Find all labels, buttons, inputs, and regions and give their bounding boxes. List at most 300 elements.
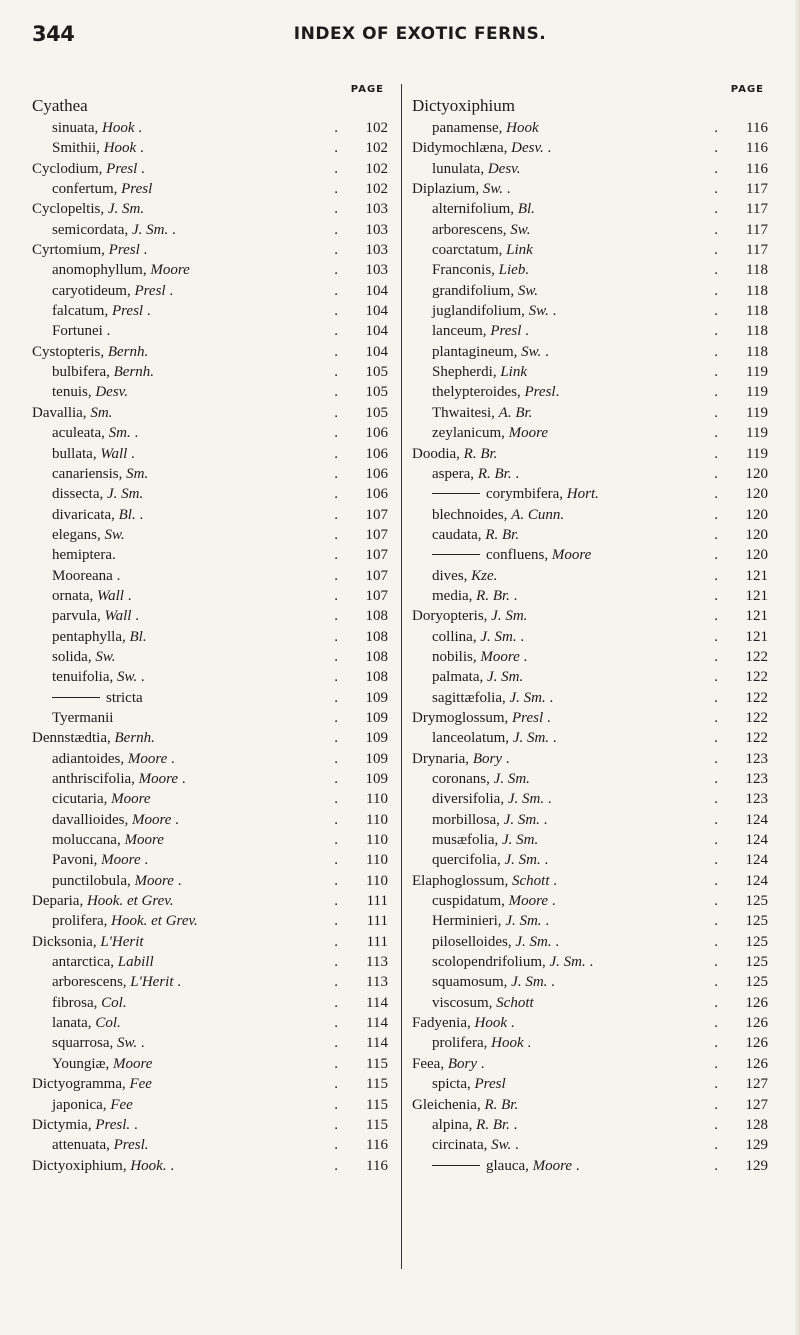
- entry-authority: Presl: [106, 160, 138, 177]
- index-entry: [32, 423, 394, 443]
- entry-authority: Wall: [104, 608, 132, 625]
- index-entry: [412, 606, 774, 626]
- leader-dots: .: [334, 872, 340, 889]
- entry-page-number: 118: [746, 262, 768, 279]
- index-entry: [32, 159, 394, 179]
- entry-authority: Wall: [100, 445, 128, 462]
- leader-dots: .: [334, 608, 340, 625]
- entry-separator: .: [547, 974, 555, 991]
- leader-dots: .: [714, 852, 720, 869]
- leader-dots: .: [334, 242, 340, 259]
- leader-dots: .: [334, 648, 340, 665]
- entry-page-number: 127: [745, 1076, 768, 1093]
- entry-name: [432, 728, 557, 748]
- leader-dots: .: [334, 1015, 340, 1032]
- entry-page-number: 106: [365, 425, 388, 442]
- leader-dots: .: [714, 1096, 720, 1113]
- entry-separator: .: [178, 771, 186, 787]
- entry-label: Cyclodium,: [32, 160, 107, 177]
- entry-page-number: 119: [746, 445, 768, 462]
- entry-authority: Hook. et Grev.: [86, 893, 174, 910]
- leader-dots: .: [334, 262, 340, 279]
- entry-authority: Bernh.: [114, 730, 155, 747]
- index-entry: [32, 972, 394, 992]
- leader-dots: .: [334, 730, 340, 747]
- index-entry: [412, 281, 774, 301]
- entry-page-number: 119: [746, 384, 768, 401]
- entry-label: falcatum,: [52, 303, 112, 320]
- entry-label: Shepherdi,: [432, 364, 501, 381]
- index-entry: [32, 525, 394, 545]
- entry-separator: .: [135, 506, 144, 523]
- entry-page-number: 110: [366, 791, 388, 808]
- entry-separator: .: [540, 852, 549, 869]
- entry-page-number: 116: [746, 160, 768, 177]
- entry-page-number: 111: [366, 913, 388, 930]
- entry-separator: .: [511, 1137, 519, 1154]
- entry-authority: J. Sm.: [486, 669, 524, 686]
- leader-dots: .: [714, 160, 720, 177]
- leader-dots: .: [714, 913, 720, 930]
- leader-dots: .: [714, 669, 720, 686]
- entry-separator: .: [130, 1116, 138, 1133]
- entry-name: [432, 362, 527, 382]
- entry-page-number: 122: [745, 730, 768, 747]
- index-entry: [32, 1054, 394, 1074]
- entry-name: [432, 932, 559, 952]
- entry-separator: .: [509, 1116, 518, 1133]
- entry-name: [32, 403, 112, 423]
- entry-label: quercifolia,: [432, 852, 505, 869]
- leader-dots: .: [714, 486, 720, 503]
- leader-dots: .: [714, 425, 720, 442]
- entry-name: [52, 667, 145, 687]
- leader-dots: .: [714, 1076, 720, 1093]
- entry-name: [52, 301, 151, 321]
- entry-authority: Bl.: [517, 201, 535, 218]
- entry-label: prolifera,: [52, 913, 112, 930]
- entry-authority: J. Sm.: [507, 791, 545, 808]
- entry-separator: .: [102, 323, 111, 340]
- index-entry: [32, 911, 394, 931]
- entry-name: [52, 545, 116, 565]
- index-entry: [412, 220, 774, 240]
- entry-name: [432, 647, 527, 667]
- entry-authority: Sm.: [90, 404, 113, 421]
- index-entry: [412, 871, 774, 891]
- entry-separator: .: [477, 1055, 485, 1072]
- entry-label: blechnoides,: [432, 506, 512, 523]
- entry-page-number: 120: [745, 506, 768, 523]
- entry-label: alternifolium,: [432, 201, 518, 218]
- entry-page-number: 108: [365, 648, 388, 665]
- entry-label: confluens,: [486, 547, 552, 564]
- entry-name: [412, 606, 527, 626]
- index-entry: [32, 728, 394, 748]
- entry-page-number: 117: [746, 221, 768, 238]
- entry-separator: .: [501, 750, 510, 767]
- entry-page-number: 120: [745, 465, 768, 482]
- entry-label: diversifolia,: [432, 791, 508, 808]
- entry-label: Doodia,: [412, 445, 464, 462]
- entry-page-number: 125: [745, 893, 768, 910]
- index-entry: [32, 321, 394, 341]
- leader-dots: .: [714, 282, 720, 299]
- entry-page-number: 103: [365, 242, 388, 259]
- entry-authority: Bory: [472, 750, 502, 767]
- leader-dots: .: [334, 445, 340, 462]
- leader-dots: .: [714, 771, 720, 787]
- entry-page-number: 107: [365, 547, 388, 564]
- leader-dots: .: [334, 1096, 340, 1113]
- entry-page-number: 105: [365, 384, 388, 401]
- entry-authority: Presl: [134, 282, 166, 299]
- entry-authority: Bernh.: [113, 364, 155, 381]
- entry-label: antarctica,: [52, 954, 118, 971]
- entry-separator: .: [549, 730, 557, 747]
- leader-dots: .: [334, 567, 340, 584]
- entry-separator: .: [506, 1015, 515, 1032]
- entry-label: Fadyenia,: [412, 1015, 475, 1032]
- entry-authority: Bl.: [118, 506, 136, 523]
- entry-name: [432, 240, 533, 260]
- leader-dots: .: [714, 832, 720, 849]
- entry-label: musæfolia,: [432, 832, 502, 849]
- entry-name: [52, 260, 190, 280]
- entry-authority: Moore: [138, 771, 179, 787]
- index-entry: [32, 118, 394, 138]
- entry-name: [52, 444, 135, 464]
- entry-page-number: 113: [366, 954, 388, 971]
- entry-authority: J. Sm.: [131, 221, 169, 238]
- entry-label: squamosum,: [432, 974, 512, 991]
- entry-label: panamense,: [432, 120, 507, 136]
- leader-dots: .: [714, 730, 720, 747]
- entry-separator: .: [521, 323, 529, 340]
- entry-authority: Moore: [508, 425, 549, 442]
- entry-page-number: 106: [365, 445, 388, 462]
- entry-page-number: 119: [746, 404, 768, 421]
- index-entry: [32, 444, 394, 464]
- entry-page-number: 117: [746, 242, 768, 259]
- leader-dots: .: [334, 913, 340, 930]
- entry-name: [432, 199, 535, 219]
- entry-page-number: 103: [365, 221, 388, 238]
- entry-label: elegans,: [52, 526, 105, 543]
- entry-page-number: 104: [365, 303, 388, 320]
- entry-label: thelypteroides,: [432, 384, 525, 401]
- entry-page-number: 128: [745, 1116, 768, 1133]
- entry-page-number: 125: [745, 933, 768, 950]
- entry-page-number: 129: [745, 1137, 768, 1154]
- entry-name: [412, 871, 557, 891]
- entry-page-number: 114: [366, 1015, 388, 1032]
- entry-label: alpina,: [432, 1116, 477, 1133]
- index-entry: [412, 993, 774, 1013]
- entry-authority: J. Sm.: [502, 832, 539, 849]
- entry-name: [52, 505, 143, 525]
- leader-dots: .: [714, 994, 720, 1011]
- index-entry: [412, 240, 774, 260]
- entry-page-number: 117: [746, 181, 768, 198]
- entry-page-number: 121: [745, 567, 768, 584]
- leader-dots: .: [714, 1055, 720, 1072]
- entry-name: [52, 423, 138, 443]
- leader-dots: .: [714, 893, 720, 910]
- entry-page-number: 119: [746, 425, 768, 442]
- entry-authority: Presl.: [113, 1137, 149, 1154]
- entry-name: [432, 830, 538, 850]
- entry-authority: Presl: [111, 303, 144, 320]
- leader-dots: .: [714, 791, 720, 808]
- entry-page-number: 115: [366, 1076, 388, 1093]
- leader-dots: .: [334, 364, 340, 381]
- entry-label: Drymoglossum,: [412, 709, 513, 726]
- leader-dots: .: [714, 221, 720, 238]
- entry-page-number: 105: [365, 364, 388, 381]
- leader-dots: .: [334, 1035, 340, 1052]
- entry-name: [52, 830, 164, 850]
- entry-separator: .: [136, 140, 144, 157]
- entry-label: Feea,: [412, 1055, 448, 1072]
- entry-label: Dennstædtia,: [32, 730, 115, 747]
- index-entry: [32, 301, 394, 321]
- entry-separator: .: [539, 811, 548, 828]
- leader-dots: .: [334, 282, 340, 299]
- entry-label: sagittæfolia,: [432, 689, 510, 706]
- entry-name: [432, 891, 556, 911]
- entry-authority: Schott: [496, 994, 534, 1011]
- entry-name: [52, 627, 147, 647]
- entry-name: [52, 749, 175, 769]
- entry-authority: J. Sm.: [505, 913, 542, 930]
- entry-authority: Presl: [512, 709, 544, 726]
- entry-authority: R. Br.: [476, 1116, 510, 1133]
- entry-authority: A. Br.: [498, 404, 533, 421]
- leader-dots: .: [714, 933, 720, 950]
- entry-name: [52, 586, 131, 606]
- entry-page-number: 103: [365, 262, 388, 279]
- entry-label: davallioides,: [52, 811, 132, 828]
- entry-name: [32, 932, 144, 952]
- leader-dots: .: [334, 974, 340, 991]
- entry-name: [52, 1054, 152, 1074]
- entry-authority: J. Sm.: [511, 974, 548, 991]
- entry-label: anthriscifolia,: [52, 771, 139, 787]
- entry-authority: R. Br.: [476, 587, 510, 604]
- entry-page-number: 105: [365, 404, 388, 421]
- entry-authority: Hook: [103, 140, 137, 157]
- index-entry: [32, 403, 394, 423]
- leader-dots: .: [334, 140, 340, 157]
- entry-name: [432, 342, 549, 362]
- index-entry: [32, 1135, 394, 1155]
- leader-dots: .: [714, 364, 720, 381]
- leader-dots: .: [714, 465, 720, 482]
- entry-label: Pavoni,: [52, 852, 102, 869]
- index-entry: [412, 179, 774, 199]
- entry-authority: R. Br.: [484, 1096, 519, 1113]
- leader-dots: .: [334, 791, 340, 808]
- entry-authority: J. Sm.: [512, 730, 550, 747]
- entry-page-number: 102: [365, 140, 388, 157]
- leader-dots: .: [334, 587, 340, 604]
- entry-page-number: 123: [745, 791, 768, 808]
- entry-authority: Hook. et Grev.: [111, 913, 198, 930]
- leader-dots: .: [334, 404, 340, 421]
- entry-label: corymbifera,: [486, 486, 567, 503]
- entry-page-number: 107: [365, 567, 388, 584]
- entry-name: [432, 911, 549, 931]
- entry-label: fibrosa,: [52, 994, 102, 1011]
- leader-dots: .: [714, 303, 720, 320]
- leader-dots: .: [334, 506, 340, 523]
- index-entry: [32, 891, 394, 911]
- entry-label: Dicksonia,: [32, 933, 101, 950]
- entry-authority: Sm.: [126, 465, 149, 482]
- entry-label: pentaphylla,: [52, 628, 130, 645]
- entry-page-number: 124: [745, 811, 768, 828]
- entry-name: [432, 505, 564, 525]
- entry-name: [432, 382, 559, 402]
- entry-separator: .: [168, 221, 176, 238]
- entry-label: prolifera,: [432, 1035, 492, 1052]
- entry-authority: A. Cunn.: [511, 506, 565, 523]
- index-entry: [412, 911, 774, 931]
- entry-label: Herminieri,: [432, 913, 506, 930]
- leader-dots: .: [714, 567, 720, 584]
- entry-name: [52, 281, 173, 301]
- entry-authority: Fee: [110, 1096, 133, 1113]
- entry-name: [412, 1054, 485, 1074]
- page-number: 344: [32, 22, 75, 46]
- entry-page-number: 120: [745, 547, 768, 564]
- leader-dots: .: [714, 404, 720, 421]
- entry-authority: R. Br.: [485, 526, 520, 543]
- entry-label: tenuis,: [52, 384, 96, 401]
- entry-separator: .: [165, 282, 174, 299]
- entry-authority: L'Herit: [130, 974, 174, 991]
- entry-name: [52, 1013, 121, 1033]
- entry-page-number: 118: [746, 323, 768, 340]
- entry-authority: Hook: [474, 1015, 507, 1032]
- entry-label: Elaphoglossum,: [412, 872, 512, 889]
- entry-page-number: 108: [365, 669, 388, 686]
- entry-name: [52, 952, 154, 972]
- leader-dots: .: [334, 669, 340, 686]
- entry-name: [412, 1013, 514, 1033]
- entry-page-number: 115: [366, 1096, 388, 1113]
- entry-authority: R. Br.: [463, 445, 498, 462]
- entry-page-number: 118: [746, 343, 768, 360]
- entry-authority: Hook: [491, 1035, 524, 1052]
- entry-authority: Moore: [113, 1055, 153, 1072]
- entry-authority: Moore: [127, 750, 168, 767]
- index-entry: [412, 159, 774, 179]
- entry-label: attenuata,: [52, 1137, 114, 1154]
- leader-dots: .: [714, 1137, 720, 1154]
- entry-label: circinata,: [432, 1137, 492, 1154]
- index-entry: [412, 301, 774, 321]
- entry-label: lanceum,: [432, 323, 491, 340]
- entry-name: [432, 850, 548, 870]
- entry-label: aspera,: [432, 465, 478, 482]
- entry-authority: L'Herit: [100, 933, 144, 950]
- entry-separator: .: [555, 384, 560, 401]
- entry-name: [432, 566, 497, 586]
- entry-authority: Sw.: [521, 343, 542, 360]
- entry-name: [432, 220, 530, 240]
- entry-separator: .: [548, 893, 556, 910]
- index-entry: [32, 708, 394, 728]
- page-column-label: PAGE: [350, 84, 384, 95]
- entry-authority: Sw.: [491, 1137, 512, 1154]
- entry-label: nobilis,: [432, 648, 481, 665]
- entry-authority: Desv.: [95, 384, 128, 401]
- entry-separator: .: [543, 140, 552, 157]
- entry-label: zeylanicum,: [432, 425, 509, 442]
- leader-dots: .: [714, 120, 720, 136]
- entry-page-number: 104: [365, 343, 388, 360]
- left-column-head: [32, 84, 394, 118]
- entry-authority: Presl: [490, 323, 522, 340]
- entry-authority: J. Sm.: [515, 933, 552, 950]
- index-entry: [412, 1033, 774, 1053]
- index-entry: [32, 240, 394, 260]
- leader-dots: .: [714, 608, 720, 625]
- entry-separator: .: [523, 1035, 532, 1052]
- entry-page-number: 107: [365, 526, 388, 543]
- index-entry: [32, 627, 394, 647]
- entry-label: confertum,: [52, 181, 122, 198]
- entry-authority: Sw.: [528, 303, 549, 320]
- entry-page-number: 118: [746, 282, 768, 299]
- entry-name: [432, 281, 538, 301]
- entry-separator: .: [139, 242, 148, 259]
- entry-page-number: 110: [366, 852, 388, 869]
- leader-dots: .: [714, 750, 720, 767]
- leader-dots: .: [714, 323, 720, 340]
- entry-separator: .: [509, 587, 518, 604]
- entry-label: sinuata,: [52, 120, 102, 136]
- entry-page-number: 107: [365, 506, 388, 523]
- entry-authority: Hook: [506, 120, 539, 136]
- entry-name: [432, 423, 548, 443]
- entry-label: plantagineum,: [432, 343, 522, 360]
- entry-label: media,: [432, 587, 477, 604]
- entry-page-number: 117: [746, 201, 768, 218]
- entry-separator: .: [171, 811, 179, 828]
- leader-dots: .: [714, 445, 720, 462]
- leader-dots: .: [714, 1035, 720, 1052]
- leader-dots: .: [714, 181, 720, 198]
- entry-page-number: 123: [745, 771, 768, 787]
- leader-dots: .: [714, 689, 720, 706]
- leader-dots: .: [334, 1055, 340, 1072]
- entry-authority: Lieb.: [498, 262, 530, 279]
- entry-name: [52, 1135, 149, 1155]
- entry-name: [432, 118, 539, 138]
- entry-separator: .: [131, 608, 139, 625]
- leader-dots: .: [334, 689, 340, 706]
- entry-name: [432, 688, 553, 708]
- leader-dots: .: [714, 587, 720, 604]
- entry-page-number: 124: [745, 832, 768, 849]
- entry-label: juglandifolium,: [432, 303, 529, 320]
- entry-name: [412, 138, 551, 158]
- index-entry: [412, 952, 774, 972]
- entry-label: cicutaria,: [52, 791, 112, 808]
